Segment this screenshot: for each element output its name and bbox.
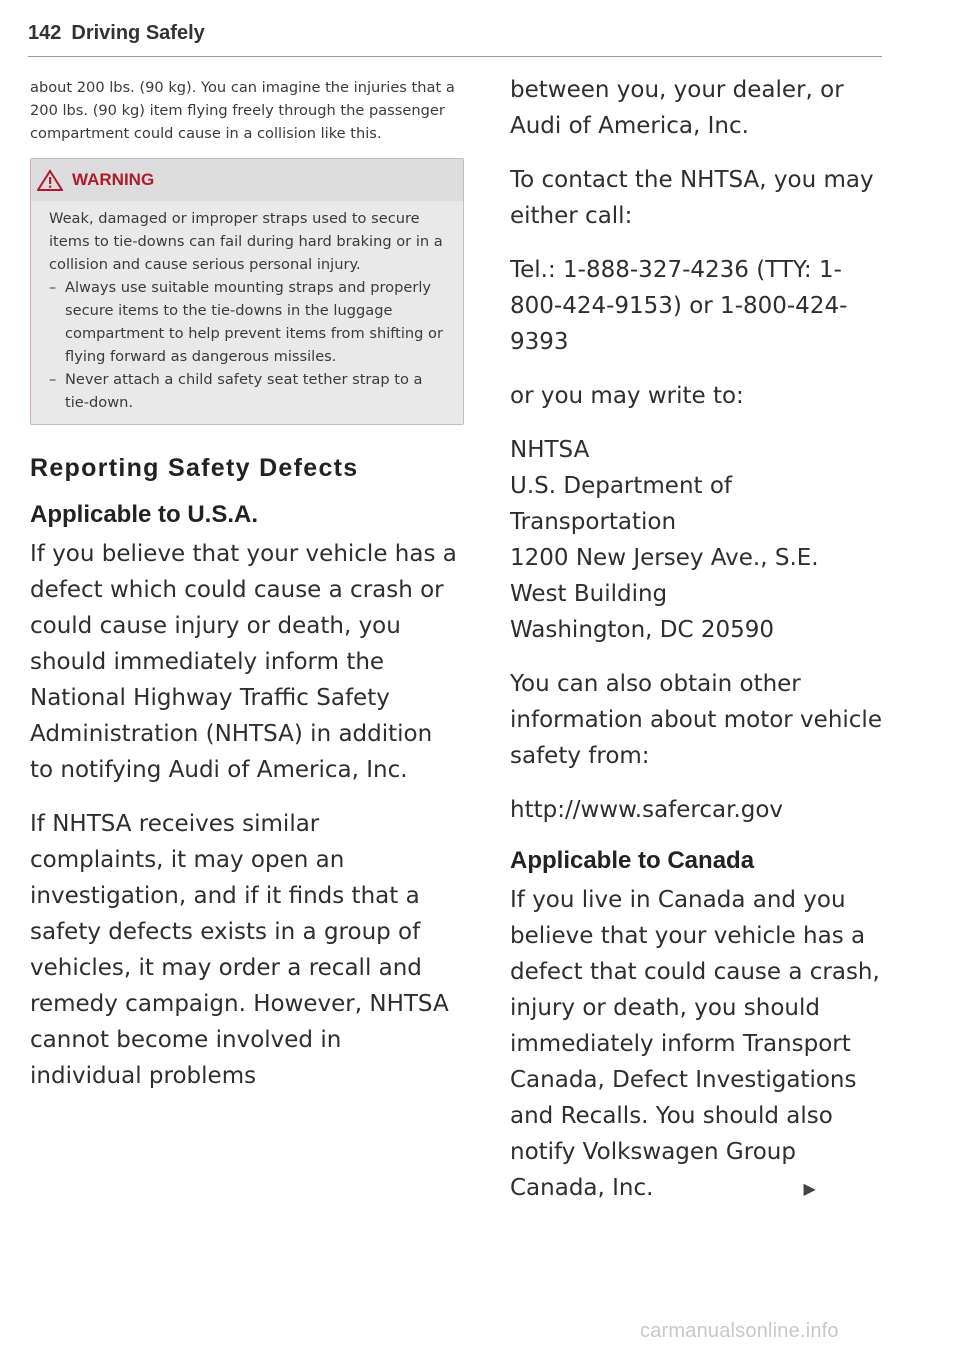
usa-paragraph-2: If NHTSA receives similar complaints, it may open an investigation, and if it finds that a safety defects exists in a group of vehicles, it may order a recall and remedy campaign. However, NHTSA cannot become involved in individual problems [30, 811, 449, 1089]
running-title: Driving Safely [71, 22, 205, 44]
watermark: carmanualsonline.info [640, 1320, 839, 1342]
address-line: West Building [510, 581, 668, 607]
usa-paragraph-1: If you believe that your vehicle has a defect which could cause a crash or could cause injury or death, you should immediately inform the National Highway Traffic Safety Administration (NHTSA) in addition to notifying Audi of America, Inc. [30, 541, 457, 783]
warning-title: WARNING [72, 170, 155, 189]
write-intro: or you may write to: [510, 383, 744, 409]
warning-header [31, 159, 463, 201]
right-column [510, 72, 890, 1207]
warning-item: – Always use suitable mounting straps and properly secure items to the tie-downs in the luggage compartment to help prevent items from shifting or flying forward as dangerous missiles. [49, 276, 449, 368]
left-column [30, 76, 460, 1112]
warning-body [31, 201, 463, 424]
address-line: U.S. Department of Transportation [510, 473, 733, 535]
section-heading: Reporting Safety Defects [30, 454, 359, 482]
other-info-paragraph: You can also obtain other information about motor vehicle safety from: [510, 671, 882, 769]
warning-item: – Never attach a child safety seat tether strap to a tie-down. [49, 368, 449, 414]
warning-triangle-icon [37, 169, 63, 191]
continued-paragraph: between you, your dealer, or Audi of America, Inc. [510, 77, 844, 139]
canada-paragraph: If you live in Canada and you believe that your vehicle has a defect that could cause a crash, injury or death, you should immediately inform Transport Canada, Defect Investigations and Recalls. You should also notify Volkswagen Group Canada, Inc. ▶ [510, 882, 890, 1207]
warning-list [49, 276, 449, 414]
canada-heading: Applicable to Canada [510, 847, 755, 874]
triangle-right-icon: ▶ [803, 1178, 816, 1198]
page-header [28, 22, 882, 57]
address-line: Washington, DC 20590 [510, 617, 775, 643]
page-number: 142 [28, 22, 62, 44]
intro-paragraph: about 200 lbs. (90 kg). You can imagine the injuries that a 200 lbs. (90 kg) item flying freely through the passenger compartment could cause in a collision like this. [30, 79, 455, 142]
telephone: Tel.: 1-888-327-4236 (TTY: 1-800-424-9153) or 1-800-424-9393 [510, 257, 848, 355]
contact-intro: To contact the NHTSA, you may either call: [510, 167, 874, 229]
address-line: 1200 New Jersey Ave., S.E. [510, 545, 819, 571]
usa-heading: Applicable to U.S.A. [30, 501, 259, 528]
address-line: NHTSA [510, 437, 590, 463]
safercar-link[interactable]: http://www.safercar.gov [510, 797, 784, 823]
warning-box [30, 158, 464, 425]
warning-text: Weak, damaged or improper straps used to secure items to tie-downs can fail during hard braking or in a collision and cause serious personal injury. [49, 210, 443, 273]
mailing-address [510, 432, 890, 648]
